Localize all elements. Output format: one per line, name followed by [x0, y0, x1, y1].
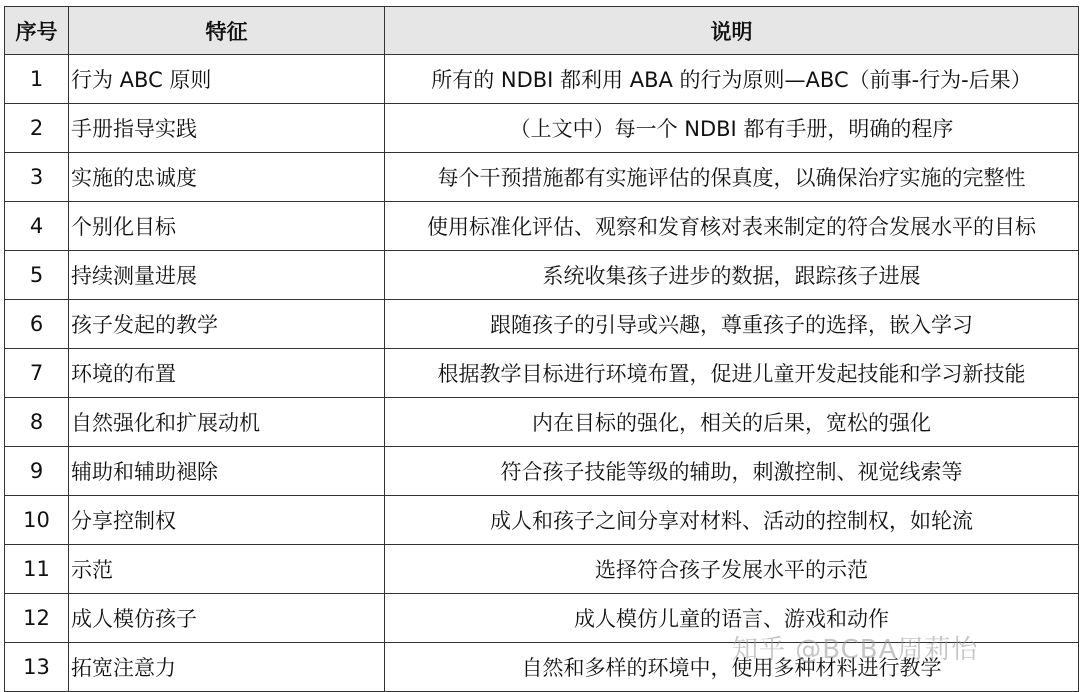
row-index: 6: [5, 300, 69, 349]
row-feature: 成人模仿孩子: [69, 594, 385, 643]
row-index: 3: [5, 153, 69, 202]
row-feature: 拓宽注意力: [69, 643, 385, 692]
row-description: 选择符合孩子发展水平的示范: [385, 545, 1079, 594]
table-row: [5, 104, 1079, 153]
row-feature: 手册指导实践: [69, 104, 385, 153]
row-description: 内在目标的强化，相关的后果，宽松的强化: [385, 398, 1079, 447]
row-index: 7: [5, 349, 69, 398]
row-description: 符合孩子技能等级的辅助，刺激控制、视觉线索等: [385, 447, 1079, 496]
row-index: 10: [5, 496, 69, 545]
row-description: 自然和多样的环境中，使用多种材料进行教学: [385, 643, 1079, 692]
row-feature: 行为 ABC 原则: [69, 55, 385, 104]
header-row: [5, 7, 1079, 55]
watermark: 知乎 @BCBA周莉怡: [732, 635, 979, 665]
header-feature: 特征: [69, 7, 385, 55]
table-body: [5, 55, 1079, 692]
row-feature: 示范: [69, 545, 385, 594]
row-description: 系统收集孩子进步的数据，跟踪孩子进展: [385, 251, 1079, 300]
row-description: 根据教学目标进行环境布置，促进儿童开发起技能和学习新技能: [385, 349, 1079, 398]
row-description: 成人模仿儿童的语言、游戏和动作: [385, 594, 1079, 643]
table-row: [5, 202, 1079, 251]
row-index: 5: [5, 251, 69, 300]
row-index: 8: [5, 398, 69, 447]
row-description: 成人和孩子之间分享对材料、活动的控制权，如轮流: [385, 496, 1079, 545]
row-feature: 实施的忠诚度: [69, 153, 385, 202]
table-row: [5, 545, 1079, 594]
table-row: [5, 496, 1079, 545]
table-row: [5, 55, 1079, 104]
row-index: 4: [5, 202, 69, 251]
row-index: 11: [5, 545, 69, 594]
row-description: 跟随孩子的引导或兴趣，尊重孩子的选择，嵌入学习: [385, 300, 1079, 349]
ndbi-features-table: [4, 6, 1079, 692]
row-feature: 个别化目标: [69, 202, 385, 251]
row-index: 12: [5, 594, 69, 643]
row-description: 每个干预措施都有实施评估的保真度，以确保治疗实施的完整性: [385, 153, 1079, 202]
row-feature: 持续测量进展: [69, 251, 385, 300]
row-description: 使用标准化评估、观察和发育核对表来制定的符合发展水平的目标: [385, 202, 1079, 251]
row-feature: 分享控制权: [69, 496, 385, 545]
table-row: [5, 251, 1079, 300]
table-row: [5, 153, 1079, 202]
row-index: 13: [5, 643, 69, 692]
row-feature: 孩子发起的教学: [69, 300, 385, 349]
table-row: [5, 349, 1079, 398]
row-feature: 辅助和辅助褪除: [69, 447, 385, 496]
row-index: 9: [5, 447, 69, 496]
header-index: 序号: [5, 7, 69, 55]
row-description: 所有的 NDBI 都利用 ABA 的行为原则—ABC（前事-行为-后果）: [385, 55, 1079, 104]
row-index: 2: [5, 104, 69, 153]
row-feature: 环境的布置: [69, 349, 385, 398]
row-feature: 自然强化和扩展动机: [69, 398, 385, 447]
header-description: 说明: [385, 7, 1079, 55]
row-description: （上文中）每一个 NDBI 都有手册，明确的程序: [385, 104, 1079, 153]
row-index: 1: [5, 55, 69, 104]
table-row: [5, 300, 1079, 349]
table-row: [5, 398, 1079, 447]
table-row: [5, 447, 1079, 496]
